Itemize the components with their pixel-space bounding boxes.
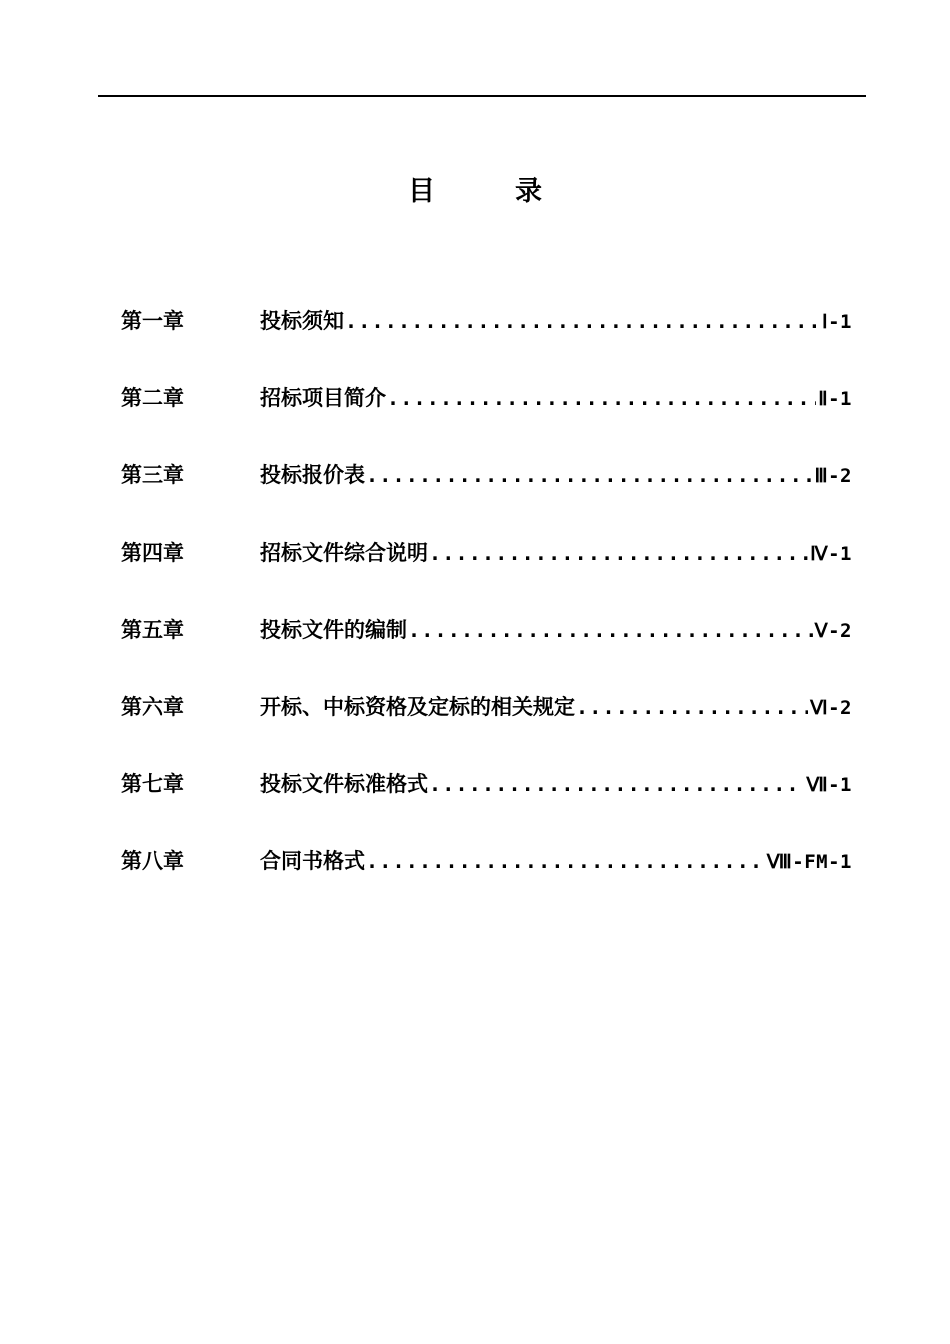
toc-title <box>0 172 950 212</box>
toc-entry[interactable] <box>121 768 852 845</box>
toc-entry[interactable] <box>121 305 852 382</box>
page-reference: Ⅶ-1 <box>806 774 852 797</box>
toc-entry-body <box>260 845 852 878</box>
page-reference: Ⅲ-2 <box>814 465 852 488</box>
dot-leader <box>345 305 820 337</box>
chapter-number: 第二章 <box>121 385 184 411</box>
chapter-number: 第七章 <box>121 771 184 797</box>
chapter-number: 第三章 <box>121 462 184 488</box>
chapter-title: 投标文件的编制 <box>260 616 407 642</box>
dot-leader <box>429 768 804 800</box>
toc-entry[interactable] <box>121 691 852 768</box>
toc-title-char-2: 录 <box>515 176 542 207</box>
chapter-title: 开标、中标资格及定标的相关规定 <box>260 693 575 719</box>
header-rule <box>98 95 866 97</box>
chapter-title: 投标文件标准格式 <box>260 771 428 797</box>
dot-leader <box>366 845 765 877</box>
toc-entry-body <box>260 305 852 338</box>
chapter-title: 招标项目简介 <box>260 385 386 411</box>
chapter-number: 第六章 <box>121 693 184 719</box>
dot-leader <box>408 614 813 646</box>
chapter-title: 合同书格式 <box>260 848 365 874</box>
dot-leader <box>429 537 808 569</box>
dot-leader <box>387 382 816 414</box>
toc-entry-body <box>260 537 852 570</box>
dot-leader <box>366 459 813 491</box>
toc-entry[interactable] <box>121 614 852 691</box>
page-reference: Ⅷ-FM-1 <box>766 851 852 874</box>
toc-entry-body <box>260 768 852 801</box>
chapter-title: 投标须知 <box>260 308 344 333</box>
dot-leader <box>576 691 808 723</box>
page-reference: Ⅴ-2 <box>814 619 852 642</box>
chapter-title: 投标报价表 <box>260 462 365 488</box>
chapter-number: 第五章 <box>121 616 184 642</box>
page-reference: Ⅰ-1 <box>822 311 852 333</box>
page-reference: Ⅱ-1 <box>818 388 852 411</box>
toc-entry-body <box>260 691 852 724</box>
toc-entry[interactable] <box>121 459 852 536</box>
toc-list <box>121 305 852 923</box>
toc-entry-body <box>260 382 852 415</box>
page-reference: Ⅵ-2 <box>810 696 852 719</box>
toc-entry-body <box>260 459 852 492</box>
toc-entry[interactable] <box>121 845 852 922</box>
chapter-number: 第八章 <box>121 848 184 874</box>
chapter-number: 第四章 <box>121 539 184 565</box>
toc-title-char-1: 目 <box>408 176 435 207</box>
toc-entry[interactable] <box>121 537 852 614</box>
chapter-title: 招标文件综合说明 <box>260 539 428 565</box>
toc-entry-body <box>260 614 852 647</box>
chapter-number: 第一章 <box>121 308 184 333</box>
toc-entry[interactable] <box>121 382 852 459</box>
page-reference: Ⅳ-1 <box>810 542 852 565</box>
